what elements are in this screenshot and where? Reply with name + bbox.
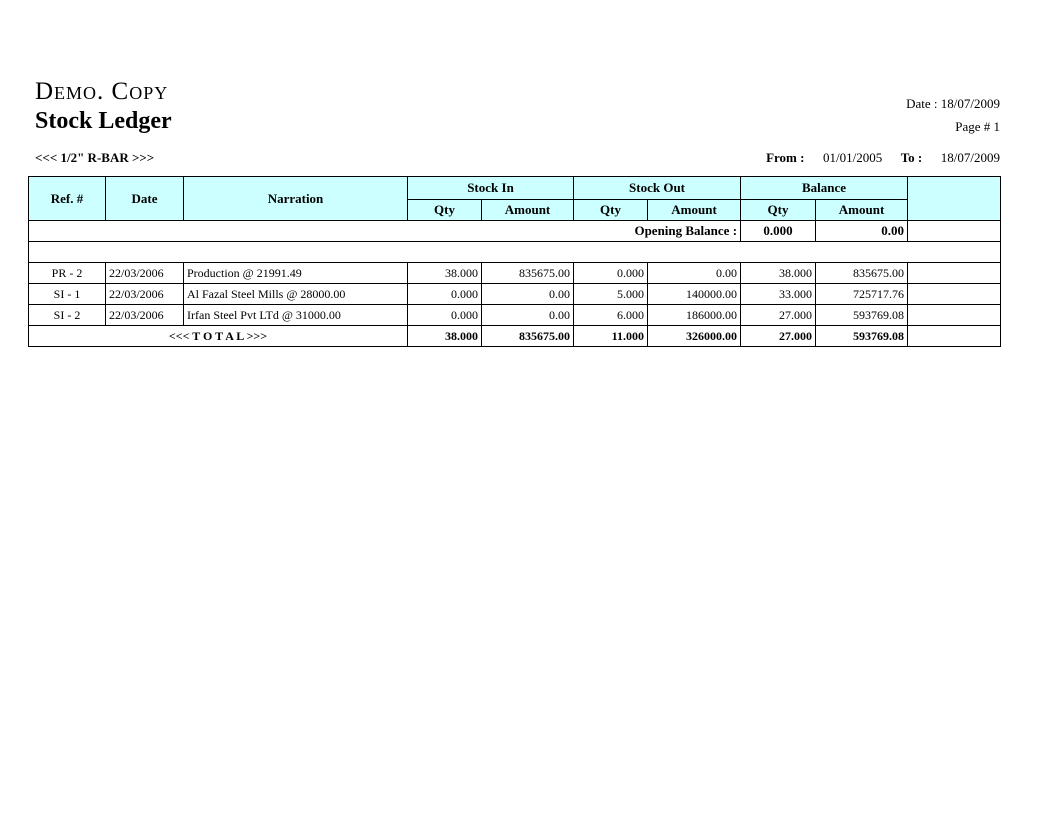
- row-narration: Irfan Steel Pvt LTd @ 31000.00: [184, 305, 408, 326]
- total-bal-qty: 27.000: [741, 326, 816, 347]
- header-date: Date: [106, 177, 184, 221]
- header-out-amount: Amount: [648, 200, 741, 221]
- row-date: 22/03/2006: [106, 263, 184, 284]
- total-row: [29, 326, 1001, 347]
- header-bal-amount: Amount: [816, 200, 908, 221]
- row-out-qty: 6.000: [574, 305, 648, 326]
- to-label: To :: [900, 150, 923, 165]
- row-ref: SI - 1: [29, 284, 106, 305]
- header-in-amount: Amount: [482, 200, 574, 221]
- opening-qty: 0.000: [741, 221, 816, 242]
- total-in-amount: 835675.00: [482, 326, 574, 347]
- header-balance: Balance: [741, 177, 908, 200]
- demo-copy-title: Demo. Copy: [35, 78, 169, 105]
- total-label: <<< T O T A L >>>: [29, 326, 408, 347]
- opening-balance-row: [29, 221, 1001, 242]
- total-in-qty: 38.000: [408, 326, 482, 347]
- total-bal-amount: 593769.08: [816, 326, 908, 347]
- row-in-qty: 0.000: [408, 305, 482, 326]
- report-title: Stock Ledger: [35, 108, 172, 134]
- row-in-qty: 38.000: [408, 263, 482, 284]
- row-bal-qty: 38.000: [741, 263, 816, 284]
- opening-amount: 0.00: [816, 221, 908, 242]
- row-out-amount: 140000.00: [648, 284, 741, 305]
- total-out-qty: 11.000: [574, 326, 648, 347]
- row-bal-qty: 27.000: [741, 305, 816, 326]
- row-bal-amount: 725717.76: [816, 284, 908, 305]
- row-bal-amount: 593769.08: [816, 305, 908, 326]
- row-ref: PR - 2: [29, 263, 106, 284]
- opening-balance-label: Opening Balance :: [29, 221, 741, 242]
- row-out-qty: 0.000: [574, 263, 648, 284]
- page-number: Page # 1: [955, 119, 1000, 134]
- header-ref: Ref. #: [29, 177, 106, 221]
- row-in-amount: 0.00: [482, 305, 574, 326]
- table-row: [29, 284, 1001, 305]
- row-in-qty: 0.000: [408, 284, 482, 305]
- row-in-amount: 835675.00: [482, 263, 574, 284]
- row-bal-qty: 33.000: [741, 284, 816, 305]
- row-out-amount: 186000.00: [648, 305, 741, 326]
- row-bal-amount: 835675.00: [816, 263, 908, 284]
- header-in-qty: Qty: [408, 200, 482, 221]
- row-out-qty: 5.000: [574, 284, 648, 305]
- header-narration: Narration: [184, 177, 408, 221]
- item-name: <<< 1/2" R-BAR >>>: [35, 150, 155, 165]
- row-narration: Production @ 21991.49: [184, 263, 408, 284]
- header-blank: [908, 177, 1001, 221]
- table-row: [29, 305, 1001, 326]
- row-date: 22/03/2006: [106, 305, 184, 326]
- row-ref: SI - 2: [29, 305, 106, 326]
- row-date: 22/03/2006: [106, 284, 184, 305]
- total-out-amount: 326000.00: [648, 326, 741, 347]
- row-out-amount: 0.00: [648, 263, 741, 284]
- stock-ledger-table: [28, 176, 1001, 347]
- row-in-amount: 0.00: [482, 284, 574, 305]
- header-stock-out: Stock Out: [574, 177, 741, 200]
- date-range: [766, 150, 1000, 166]
- header-out-qty: Qty: [574, 200, 648, 221]
- from-label: From :: [766, 150, 805, 165]
- table-row: [29, 263, 1001, 284]
- to-date: 18/07/2009: [940, 150, 1000, 165]
- header-bal-qty: Qty: [741, 200, 816, 221]
- header-stock-in: Stock In: [408, 177, 574, 200]
- report-date: Date : 18/07/2009: [906, 96, 1000, 111]
- row-narration: Al Fazal Steel Mills @ 28000.00: [184, 284, 408, 305]
- from-date: 01/01/2005: [822, 150, 883, 165]
